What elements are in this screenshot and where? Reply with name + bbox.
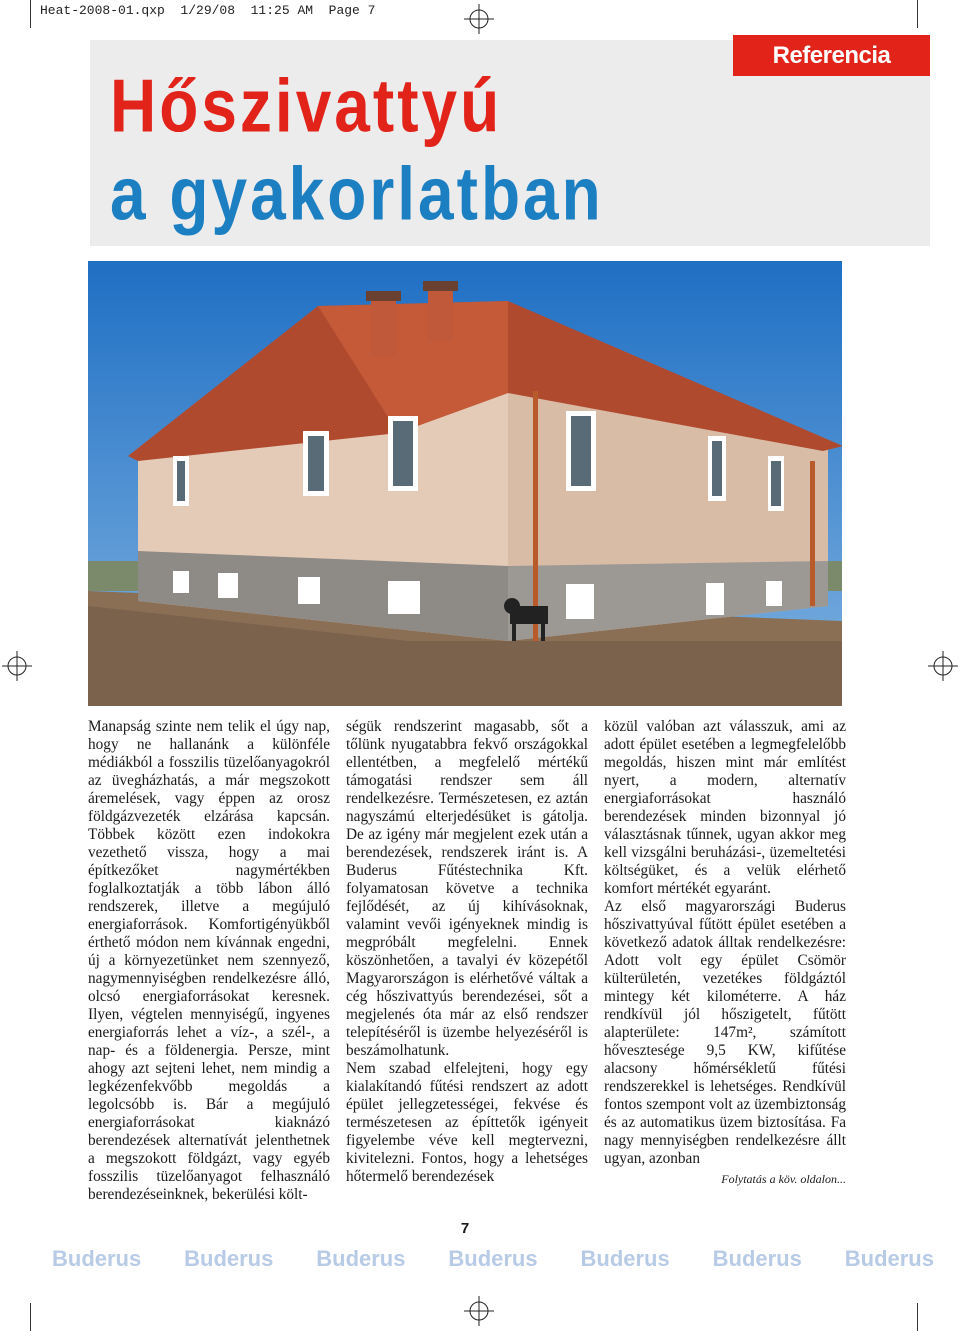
registration-mark-icon	[464, 1296, 494, 1326]
section-label: Referencia	[733, 35, 930, 76]
article-column-2	[346, 718, 588, 1186]
paragraph: Nem szabad elfelejteni, hogy egy kialakítandó fűtési rendszert az adott épület jellegzetességei, fekvése és természetesen az építtetők igényeit figyelembe véve kell megtervezni, kivitelezni. Fontos, hogy a lehetséges hőtermelő berendezések	[346, 1060, 588, 1185]
footer-brand: Buderus	[844, 1246, 934, 1271]
footer-brand: Buderus	[184, 1246, 274, 1271]
footer-brand: Buderus	[712, 1246, 802, 1271]
article-column-3	[604, 718, 846, 1188]
footer-brand: Buderus	[448, 1246, 538, 1271]
page-subtitle: a gyakorlatban	[110, 151, 604, 237]
house-photo	[88, 261, 842, 706]
continued-note: Folytatás a köv. oldalon...	[721, 1172, 846, 1186]
footer-brand-strip	[52, 1246, 960, 1272]
paragraph: Manapság szinte nem telik el úgy nap, hogy ne hallanánk a különféle médiákból a fosszilis tüzelőanyagokról az üvegházhatás, a már megszokott áremelések, vagy éppen az orosz földgázvezeték elzárása kapcsán. Többek között ezen indokokra vezethető vissza, hogy a mai építkezőket nagymértékben foglalkoztatják a több lábon álló rendszerek, illetve a megújuló energiaforrások. Komfortigényükből érthető módon nem kívánnak engedni, új a környezetünket nem szennyező, nagymennyiségben rendelkezésre álló, olcsó energiaforrásokat keresnek. Ilyen, végtelen mennyiségű, ingyenes energiaforrás lehet a víz-, a szél-, a nap- és a földenergia. Persze, mint ahogy azt sejteni lehet, nem mindig a legkézenfekvőbb megoldás a legolcsóbb is. Bár a megújuló energiaforrásokat kiaknázó berendezések alternatívát jelenthetnek a megszokott földgázt, vagy egyéb fosszilis tüzelőanyagot felhasználó berendezéseinknek, bekerülési költ-	[88, 718, 330, 1203]
crop-mark	[30, 1303, 31, 1331]
footer-brand: Buderus	[316, 1246, 406, 1271]
page-number: 7	[460, 1220, 470, 1237]
registration-mark-icon	[2, 651, 32, 681]
crop-mark	[30, 0, 31, 28]
footer-brand: Buderus	[52, 1246, 142, 1271]
print-slug: Heat-2008-01.qxp 1/29/08 11:25 AM Page 7	[40, 3, 376, 18]
paragraph: ségük rendszerint magasabb, sőt a tőlünk nyugatabbra fekvő országokkal ellentétben, a megfelelő mértékű támogatási rendszer sem áll rendelkezésre. Természetesen, ez aztán nagyszámú elterjedésüket is gátolja. De az igény már megjelent ezek után a berendezések, rendszerek iránt is. A Buderus Fűtéstechnika Kft. folyamatosan követve a technika fejlődését, az új kihívásoknak, valamint vevői igényeknek mindig is megpróbált megfelelni. Ennek köszönhetően, a tavalyi év közepétől Magyarországon is elérhetővé váltak a cég hőszivattyús berendezései, sőt a megjelenés óta már az első rendszer telepítéséről is üzembe helyezéséről is beszámolhatunk.	[346, 718, 588, 1059]
paragraph: közül valóban azt válasszuk, ami az adott épület esetében a legmegfelelőbb megoldás, hiszen mint már említést nyert, a modern, alternatív energiaforrásokat használó berendezések minden bizonnyal jó választásnak tűnnek, ugyan akkor meg kell vizsgálni beruházási-, üzemeltetési költségüket, és a velük elérhető komfort mértékét egyaránt.	[604, 718, 846, 897]
page-title: Hőszivattyú	[110, 63, 503, 149]
crop-mark	[917, 0, 918, 28]
crop-mark	[917, 1303, 918, 1331]
registration-mark-icon	[928, 651, 958, 681]
registration-mark-icon	[464, 4, 494, 34]
paragraph: Az első magyarországi Buderus hőszivattyúval fűtött épület esetében a következő adatok álltak rendelkezésre: Adott volt egy épület Csömör külterületén, vezetékes földgáztól mintegy két kilométerre. A ház rendkívül jól hőszigetelt, fűtött alapterülete: 147m², számított hővesztesége 9,5 KW, kifűtése alacsony hőmérsékletű fűtési rendszerekkel is lehetséges. Rendkívül fontos szempont volt az üzembiztonság és az automatikus üzem biztosítása. Fa nagy mennyiségben rendelkezésre állt ugyan, azonban	[604, 898, 846, 1167]
article-column-1	[88, 718, 330, 1204]
footer-brand: Buderus	[580, 1246, 670, 1271]
